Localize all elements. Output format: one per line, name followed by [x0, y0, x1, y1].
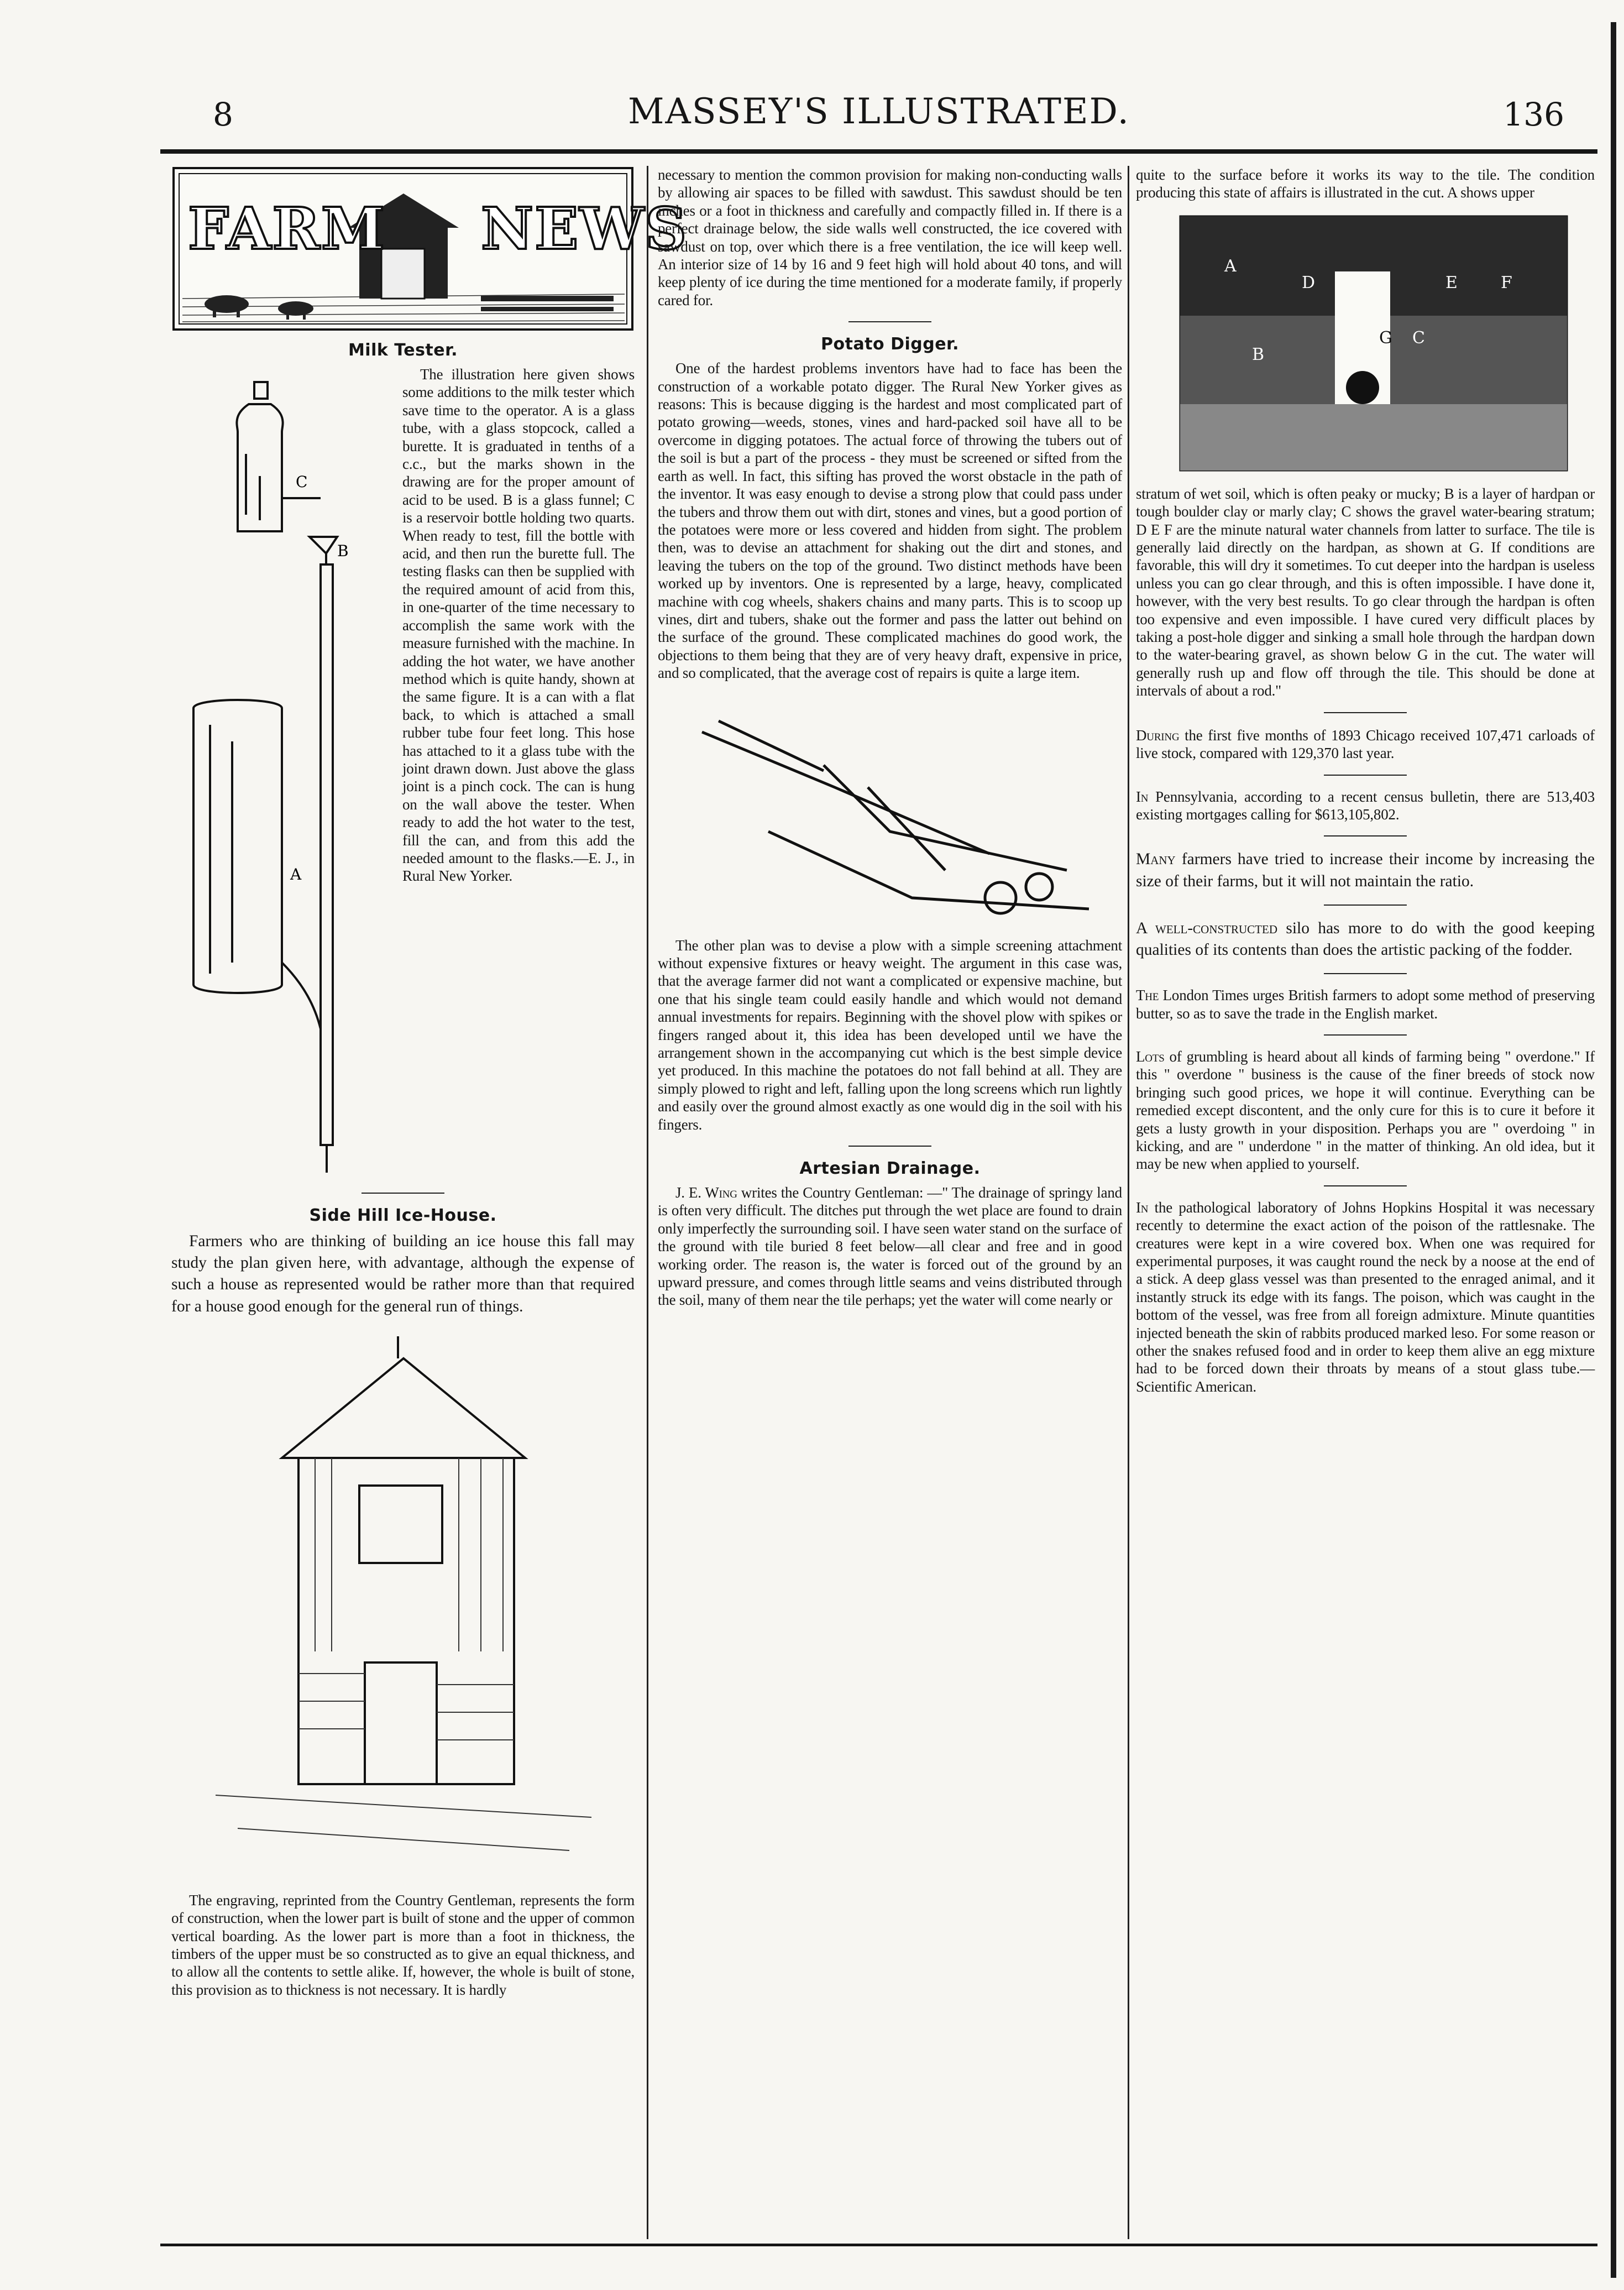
figure-label-f: F: [1501, 273, 1512, 292]
section-rule: [1324, 973, 1407, 974]
section-rule: [848, 321, 931, 322]
milk-tester-body: The illustration here given shows some additions to the milk tester which save time to the operator. A is a glass tube, with a glass stopcock, called a burette. It is graduated in tenths of a c.c., but the marks shown in the drawing are for the proper amount of acid to be used. B is a glass funnel; C is a reservoir bottle holding two quarts. When ready to test, fill the bottle with acid, and then run the burette full. The testing flasks can then be supplied with the required amount of acid from this, in one-quarter of the time necessary to accomplish the same work with the measure furnished with the machine. In adding the hot water, we have another method which is quite handy, shown at the same figure. It is a can with a flat back, to which is attached a small rubber tube four feet long. This hose has attached to it a glass tube with the joint drawn down. Just above the glass joint is a pinch cock. The can is hung on the wall above the tester. When ready to add the hot water to the test, fill the can, and from this add the needed amount to the flasks.—E. J., in Rural New Yorker.: [402, 366, 635, 885]
ice-house-intro: Farmers who are thinking of building an ice house this fall may study the plan given here, with advantage, although the expense of such a house as represented would be rather more than that required for a house good enough for the general run of things.: [171, 1232, 635, 1315]
farm-news-banner: [171, 166, 688, 332]
page-edge: [1611, 22, 1616, 2278]
section-rule: [1324, 712, 1407, 713]
potato-digger-illustration: [658, 688, 1122, 931]
ice-house-engraving-text: The engraving, reprinted from the Country Gentleman, represents the form of construction, when the lower part is built of stone and the upper of common vertical boarding. As the lower part is more than a foot in thickness, the timbers of the upper must be so constructed as to give an equal thickness, and to allow all the contents to settle alike. If, however, the whole is built of stone, this provision as to thickness is not necessary. It is hardly: [171, 1891, 635, 1998]
potato-digger-heading: Potato Digger.: [821, 334, 959, 354]
ice-house-continued: necessary to mention the common provision for making non-conducting walls by allowing air spaces to be filled with sawdust. This sawdust should be ten inches or a foot in thickness and carefully and compactly filled in. If there is a perfect drainage below, the side walls well constructed, the ice covered with sawdust on top, over which there is a free ventilation, the ice will keep well. An interior size of 14 by 16 and 9 feet high will hold about 40 tons, and will keep plenty of ice during the time mentioned for a moderate family, if properly cared for.: [658, 166, 1122, 309]
artesian-body-continued: quite to the surface before it works its way to the tile. The condition producing this state of affairs is illustrated in the cut. A shows upper: [1136, 166, 1595, 201]
potato-digger-body-1: One of the hardest problems inventors have had to face has been the construction of a workable potato digger. The Rural New Yorker gives as reasons: This is because digging is the hardest and most complicated part of potato growing—weeds, stones, vines and hard-packed soil have all to be overcome in digging potatoes. The actual force of throwing the tubers out of the soil is but a part of the process - they must be screened or sifted from the earth as well. In fact, this sifting has proved the worst obstacle in the path of the inventor. It was easy enough to devise a strong plow that could pass under the tubers and throw them out with dirt, stones and vines, but a good portion of the potatoes were more or less covered and hidden from sight. The problem then, was to devise an attachment for shaking out the dirt and stones, and leaving the tubers on the top of the ground. Two distinct methods have been worked up by inventors. One is represented by a large, heavy, complicated machine with cog wheels, shakers chains and many parts. This is to scoop up vines, dirt and tubers, shake out the former and pass the latter out behind on the surface of the ground. These complicated machines do good work, the objections to them being that they are of very heavy draft, expensive in price, and so complicated, that the average cost of repairs is quite a large item.: [658, 360, 1122, 682]
artesian-body-3: stratum of wet soil, which is often peaky or mucky; B is a layer of hardpan or tough boulder clay or marly clay; C shows the gravel water-bearing stratum; D E F are the minute natural water channels from latter to surface. The tile is generally laid directly on the hardpan, as shown at G. If conditions are favorable, this will dry it sometimes. To cut deeper into the hardpan is useless unless you can go clear through, and this is often impossible. I have done it, however, with the very best results. To go clear through the hardpan is often too expensive and even impossible. I have cured very difficult places by taking a post-hole digger and sinking a small hole through the hardpan down to the water-bearing gravel, as shown below G in the cut. The water will generally rush up and flow off through the tile. This should be done at intervals of about a rod.": [1136, 485, 1595, 699]
brief-item: In the pathological laboratory of Johns Hopkins Hospital it was necessary recently to determine the exact action of the poison of the rattlesnake. The creatures were kept in a wire covered box. When one was required for experimental purposes, it was caught round the neck by a noose at the end of a stick. A deep glass vessel was than presented to the enraged animal, and it instantly struck its edge with its fangs. The poison, which was caught in the bottom of the vessel, was free from all foreign admixture. Minute quantities injected beneath the skin of rabbits produced marked leso. For some reason or other the snakes refused food and in order to keep them alive an egg mixture had to be forced down their throats by means of a stout glass tube.—Scientific American.: [1136, 1199, 1595, 1395]
section-rule: [1324, 905, 1407, 906]
column-2: [658, 166, 1122, 2239]
header-rule: [160, 149, 1597, 154]
column-divider: [647, 166, 648, 2239]
figure-label-a: A: [1224, 256, 1237, 276]
column-divider: [1128, 166, 1129, 2239]
page-number-right: 136: [1503, 96, 1564, 133]
figure-label-b: B: [1252, 344, 1265, 364]
brief-item: A well-constructed silo has more to do with the good keeping qualities of its contents than does the artistic packing of the fodder.: [1136, 919, 1595, 959]
section-rule: [1324, 775, 1407, 776]
brief-item: Many farmers have tried to increase their income by increasing the size of their farms, but it will not maintain the ratio.: [1136, 850, 1595, 890]
brief-item: In Pennsylvania, according to a recent census bulletin, there are 513,403 existing mortgages calling for $613,105,802.: [1136, 788, 1595, 823]
ice-house-illustration: [171, 1320, 635, 1889]
artesian-body-1: writes the Country Gentleman: —" The drainage of springy land is often very difficult. The ditches put through the wet place are found to drain only imperfectly the surrounding soil. I have seen water stand on the surface of the ground with tile buried 8 feet below—all clear and free and in good working order. The reason is, the water is forced out of the ground by an upward pressure, and comes through little seams and veins distributed through the soil, many of them near the tile perhaps; yet the water will come nearly or: [658, 1184, 1122, 1309]
banner-word-news: NEWS: [481, 195, 688, 263]
milk-tester-figure: [171, 365, 398, 1178]
figure-label-b: B: [337, 542, 349, 560]
figure-label-g: G: [1379, 328, 1392, 348]
section-rule: [1324, 1034, 1407, 1036]
brief-item: The London Times urges British farmers to adopt some method of preserving butter, so as to save the trade in the English market.: [1136, 987, 1595, 1022]
footer-rule: [160, 2244, 1597, 2246]
artesian-heading: Artesian Drainage.: [799, 1159, 981, 1179]
brief-item: During the first five months of 1893 Chicago received 107,471 carloads of live stock, compared with 129,370 last year.: [1136, 726, 1595, 762]
figure-label-c: C: [1412, 328, 1425, 348]
section-rule: [1324, 835, 1407, 836]
section-rule: [848, 1146, 931, 1147]
figure-label-d: D: [1302, 273, 1316, 292]
artesian-drainage-illustration: [1136, 205, 1595, 482]
section-rule: [1324, 1185, 1407, 1186]
masthead-title: MASSEY'S ILLUSTRATED.: [628, 91, 1130, 132]
artesian-byline: J. E. Wing: [675, 1184, 737, 1201]
column-1: [171, 166, 688, 2239]
figure-label-e: E: [1445, 273, 1458, 292]
page-number-left: 8: [213, 96, 233, 133]
section-rule: [362, 1193, 444, 1194]
brief-item: Lots of grumbling is heard about all kinds of farming being " overdone." If this " overdone " business is the cause of the finer breeds of stock now bringing such good prices, we hope it will continue. Everything can be remedied except discontent, and the only cure for this is to cure it before it gets a lusty growth in your disposition. Perhaps you are " overdoing " in kicking, and are " underdone " in the matter of thinking. An old idea, but it may be new when applied to yourself.: [1136, 1048, 1595, 1173]
banner-word-farm: FARM: [188, 195, 386, 263]
column-3: [1136, 166, 1595, 2239]
page-header: [160, 86, 1597, 147]
potato-digger-body-2: The other plan was to devise a plow with a simple screening attachment without expensive fixtures or heavy weight. The argument in this case was, that the average farmer did not want a complicated or expensive machine, but one that his single team could easily handle and which would not demand annual investments for repairs. Beginning with the shovel plow with spikes or fingers ranged about it, this idea has been developed until we have the arrangement shown in the accompanying cut which is the best simple device yet produced. In this machine the potatoes do not fall behind at all. They are simply plowed to right and left, falling upon the long screens which run lightly and easily over the ground almost exactly as one would dig in the soil with his fingers.: [658, 937, 1122, 1133]
figure-label-a: A: [290, 865, 302, 883]
figure-label-c: C: [296, 473, 308, 491]
ice-house-heading: Side Hill Ice-House.: [309, 1206, 497, 1225]
milk-tester-heading: Milk Tester.: [348, 341, 458, 360]
